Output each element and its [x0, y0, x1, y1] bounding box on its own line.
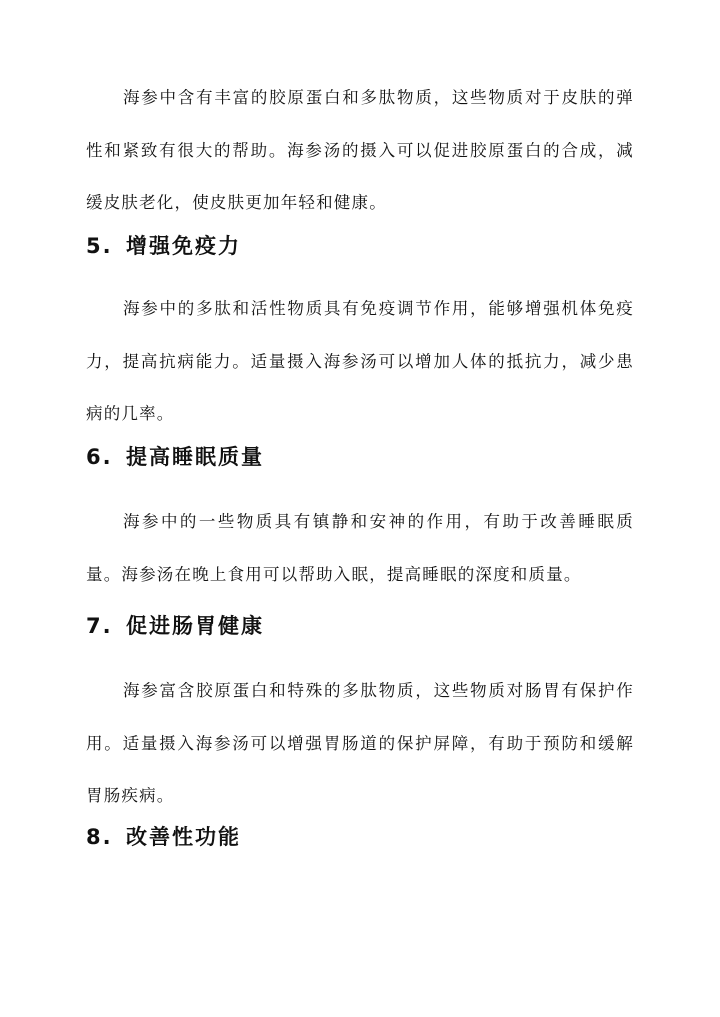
section-paragraph-gut-health: 海参富含胶原蛋白和特殊的多肽物质，这些物质对肠胃有保护作用。适量摄入海参汤可以增强胃肠道的保护屏障，有助于预防和缓解胃肠疾病。: [86, 681, 634, 805]
section-title: 促进肠胃健康: [126, 614, 264, 638]
section-title: 改善性功能: [126, 825, 241, 849]
section-number: 6.: [86, 445, 113, 469]
section-title: 提高睡眠质量: [126, 445, 264, 469]
section-title: 增强免疫力: [126, 234, 241, 258]
section-heading-sexual-function: [86, 823, 241, 851]
section-heading-sleep: [86, 443, 264, 471]
section-number: 8.: [86, 825, 113, 849]
section-paragraph-sleep: 海参中的一些物质具有镇静和安神的作用，有助于改善睡眠质量。海参汤在晚上食用可以帮助入眠，提高睡眠的深度和质量。: [86, 512, 634, 584]
section-number: 7.: [86, 614, 113, 638]
intro-paragraph: 海参中含有丰富的胶原蛋白和多肽物质，这些物质对于皮肤的弹性和紧致有很大的帮助。海参汤的摄入可以促进胶原蛋白的合成，减缓皮肤老化，使皮肤更加年轻和健康。: [86, 88, 634, 212]
section-heading-gut-health: [86, 612, 264, 640]
section-heading-immunity: [86, 232, 241, 260]
section-number: 5.: [86, 234, 113, 258]
section-paragraph-immunity: 海参中的多肽和活性物质具有免疫调节作用，能够增强机体免疫力，提高抗病能力。适量摄入海参汤可以增加人体的抵抗力，减少患病的几率。: [86, 299, 634, 423]
